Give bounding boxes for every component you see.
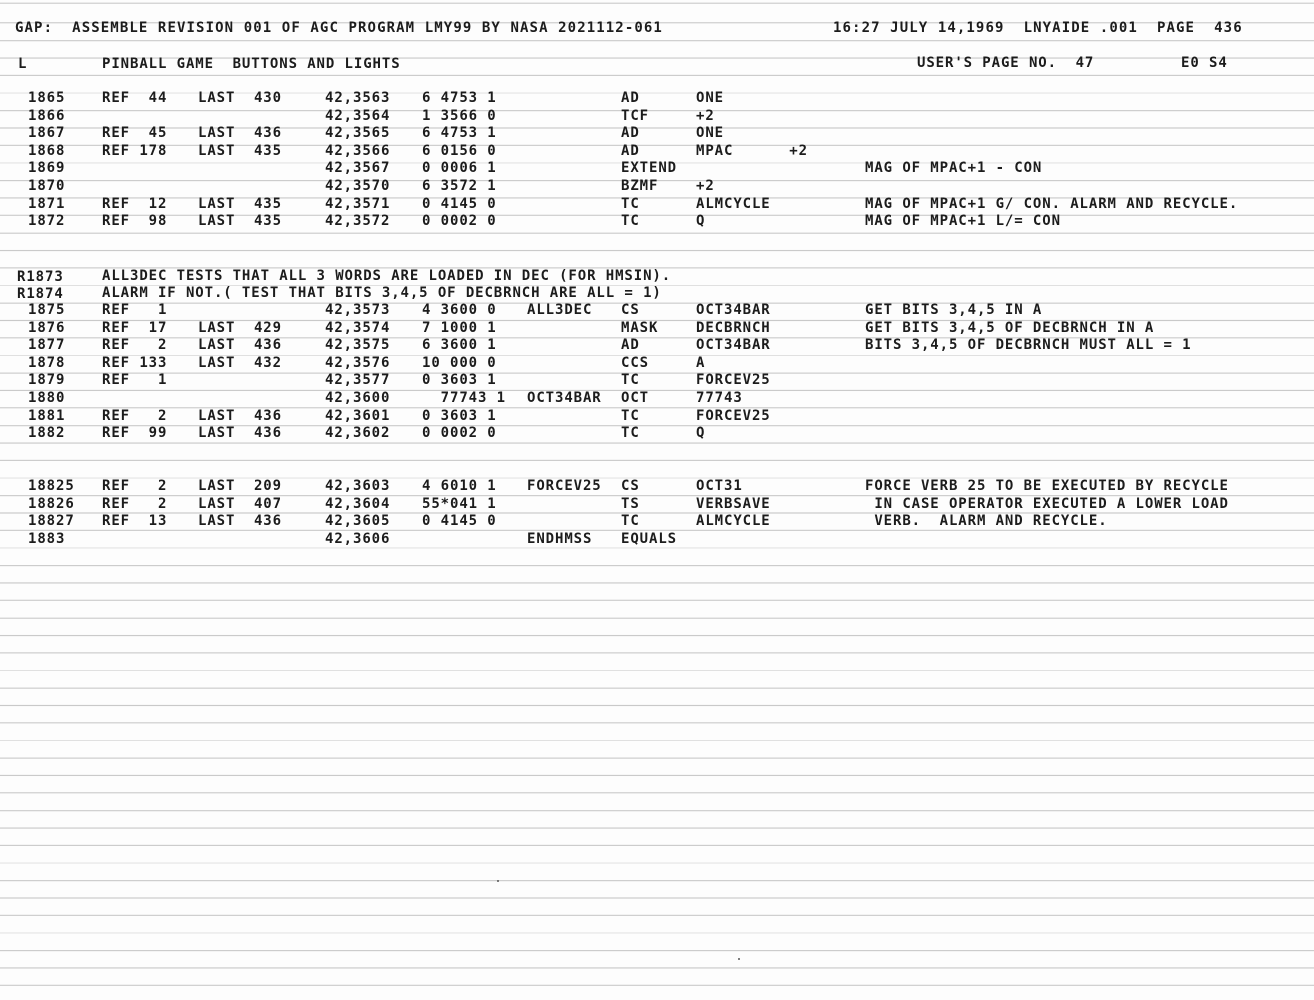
comment: MAG OF MPAC+1 L/= CON [865,213,1061,230]
address: 42,3605 [325,513,391,530]
octal-word: 6 0156 0 [422,142,497,159]
line-number: 1876 [28,319,66,336]
last-ref: LAST 435 [198,142,282,159]
opcode: AD [621,142,640,159]
header-left: GAP: ASSEMBLE REVISION 001 OF AGC PROGRAM LMY99 BY NASA 2021112-061 [15,20,663,36]
operand: Q [696,213,706,230]
address: 42,3565 [325,125,391,142]
octal-word: 1 3566 0 [422,107,497,124]
address: 42,3602 [325,425,391,442]
line-number: 1865 [28,90,66,106]
ref-count: REF 13 [102,513,168,530]
address: 42,3571 [325,195,391,212]
line-number: 1879 [28,372,66,389]
opcode: CCS [621,354,649,371]
line-number: 1880 [28,390,66,406]
ref-count: REF 99 [102,425,168,442]
ref-count: REF 45 [102,125,168,142]
address: 42,3575 [325,337,391,354]
ref-count: REF 2 [102,495,168,512]
address: 42,3577 [325,372,391,389]
address: 42,3601 [325,407,391,424]
last-ref: LAST 209 [198,478,282,494]
opcode: TC [621,407,640,424]
octal-word: 4 6010 1 [422,478,497,494]
opcode: TC [621,195,640,212]
paper-speck [738,958,740,960]
octal-word: 77743 1 [422,390,506,406]
header-right: 16:27 JULY 14,1969 LNYAIDE .001 PAGE 436 [833,20,1243,36]
opcode: CS [621,478,640,494]
operand: FORCEV25 [696,407,771,424]
line-number: 18827 [28,513,75,530]
symbol-label: ALL3DEC [527,302,593,318]
operand: OCT31 [696,478,743,494]
last-ref: LAST 435 [198,195,282,212]
octal-word: 6 3572 1 [422,178,497,194]
opcode: TCF [621,107,649,124]
comment: GET BITS 3,4,5 OF DECBRNCH IN A [865,319,1155,336]
octal-word: 0 0002 0 [422,213,497,230]
opcode: CS [621,302,640,318]
operand: +2 [696,107,715,124]
address: 42,3604 [325,495,391,512]
address: 42,3574 [325,319,391,336]
opcode: BZMF [621,178,659,194]
remark-text: ALARM IF NOT.( TEST THAT BITS 3,4,5 OF DECBRNCH ARE ALL = 1) [102,285,662,301]
octal-word: 0 3603 1 [422,372,497,389]
line-number: 18825 [28,478,75,494]
octal-word: 10 000 0 [422,354,497,371]
comment: BITS 3,4,5 OF DECBRNCH MUST ALL = 1 [865,337,1192,354]
last-ref: LAST 436 [198,407,282,424]
ref-count: REF 2 [102,407,168,424]
comment: MAG OF MPAC+1 - CON [865,160,1043,177]
address: 42,3566 [325,142,391,159]
remark-text: ALL3DEC TESTS THAT ALL 3 WORDS ARE LOADED IN DEC (FOR HMSIN). [102,268,672,284]
operand: MPAC +2 [696,142,808,159]
opcode: TC [621,425,640,442]
comment: VERB. ALARM AND RECYCLE. [865,513,1108,530]
octal-word: 0 4145 0 [422,513,497,530]
opcode: TC [621,513,640,530]
operand: +2 [696,178,715,194]
octal-word: 0 0006 1 [422,160,497,177]
operand: ONE [696,90,724,106]
last-ref: LAST 407 [198,495,282,512]
comment: MAG OF MPAC+1 G/ CON. ALARM AND RECYCLE. [865,195,1239,212]
operand: 77743 [696,390,743,406]
address: 42,3600 [325,390,391,406]
line-number: 1868 [28,142,66,159]
ref-count: REF 2 [102,478,168,494]
address: 42,3567 [325,160,391,177]
comment: IN CASE OPERATOR EXECUTED A LOWER LOAD [865,495,1229,512]
opcode: TS [621,495,640,512]
symbol-label: FORCEV25 [527,478,602,494]
ref-count: REF 2 [102,337,168,354]
line-number: 1875 [28,302,66,318]
address: 42,3576 [325,354,391,371]
line-number: 1872 [28,213,66,230]
operand: FORCEV25 [696,372,771,389]
comment: GET BITS 3,4,5 IN A [865,302,1043,318]
line-number: 1878 [28,354,66,371]
address: 42,3603 [325,478,391,494]
opcode: TC [621,213,640,230]
sheet-code: E0 S4 [1181,55,1228,71]
symbol-label: OCT34BAR [527,390,602,406]
line-number: 1871 [28,195,66,212]
opcode: AD [621,90,640,106]
sub-header-title: PINBALL GAME BUTTONS AND LIGHTS [102,56,401,72]
octal-word: 4 3600 0 [422,302,497,318]
line-number: 1870 [28,178,66,194]
symbol-label: ENDHMSS [527,530,593,547]
opcode: EQUALS [621,530,677,547]
paper-speck [497,880,499,882]
last-ref: LAST 436 [198,425,282,442]
line-number: 1869 [28,160,66,177]
operand: OCT34BAR [696,337,771,354]
line-number: 18826 [28,495,75,512]
operand: ALMCYCLE [696,195,771,212]
last-ref: LAST 430 [198,90,282,106]
octal-word: 6 3600 1 [422,337,497,354]
octal-word: 55*041 1 [422,495,497,512]
opcode: AD [621,125,640,142]
address: 42,3564 [325,107,391,124]
line-number: 1877 [28,337,66,354]
address: 42,3563 [325,90,391,106]
operand: ALMCYCLE [696,513,771,530]
line-number: 1867 [28,125,66,142]
sub-header-mark: L [18,56,28,72]
remark-line-number: R1874 [17,286,64,302]
operand: A [696,354,706,371]
octal-word: 0 3603 1 [422,407,497,424]
opcode: TC [621,372,640,389]
last-ref: LAST 436 [198,337,282,354]
opcode: MASK [621,319,659,336]
ref-count: REF 17 [102,319,168,336]
ref-count: REF 1 [102,372,168,389]
line-number: 1881 [28,407,66,424]
remark-line-number: R1873 [17,269,64,285]
operand: Q [696,425,706,442]
last-ref: LAST 429 [198,319,282,336]
last-ref: LAST 436 [198,513,282,530]
last-ref: LAST 436 [198,125,282,142]
ref-count: REF 44 [102,90,168,106]
address: 42,3572 [325,213,391,230]
ref-count: REF 178 [102,142,168,159]
octal-word: 6 4753 1 [422,125,497,142]
operand: ONE [696,125,724,142]
line-number: 1883 [28,530,66,547]
ref-count: REF 1 [102,302,168,318]
operand: OCT34BAR [696,302,771,318]
ref-count: REF 98 [102,213,168,230]
line-number: 1866 [28,107,66,124]
ref-count: REF 12 [102,195,168,212]
octal-word: 6 4753 1 [422,90,497,106]
line-number: 1882 [28,425,66,442]
address: 42,3570 [325,178,391,194]
octal-word: 0 4145 0 [422,195,497,212]
last-ref: LAST 432 [198,354,282,371]
comment: FORCE VERB 25 TO BE EXECUTED BY RECYCLE [865,478,1229,494]
last-ref: LAST 435 [198,213,282,230]
operand: DECBRNCH [696,319,771,336]
octal-word: 7 1000 1 [422,319,497,336]
opcode: EXTEND [621,160,677,177]
user-page-number: USER'S PAGE NO. 47 [917,55,1095,71]
address: 42,3606 [325,530,391,547]
ref-count: REF 133 [102,354,168,371]
operand: VERBSAVE [696,495,771,512]
address: 42,3573 [325,302,391,318]
opcode: AD [621,337,640,354]
octal-word: 0 0002 0 [422,425,497,442]
opcode: OCT [621,390,649,406]
